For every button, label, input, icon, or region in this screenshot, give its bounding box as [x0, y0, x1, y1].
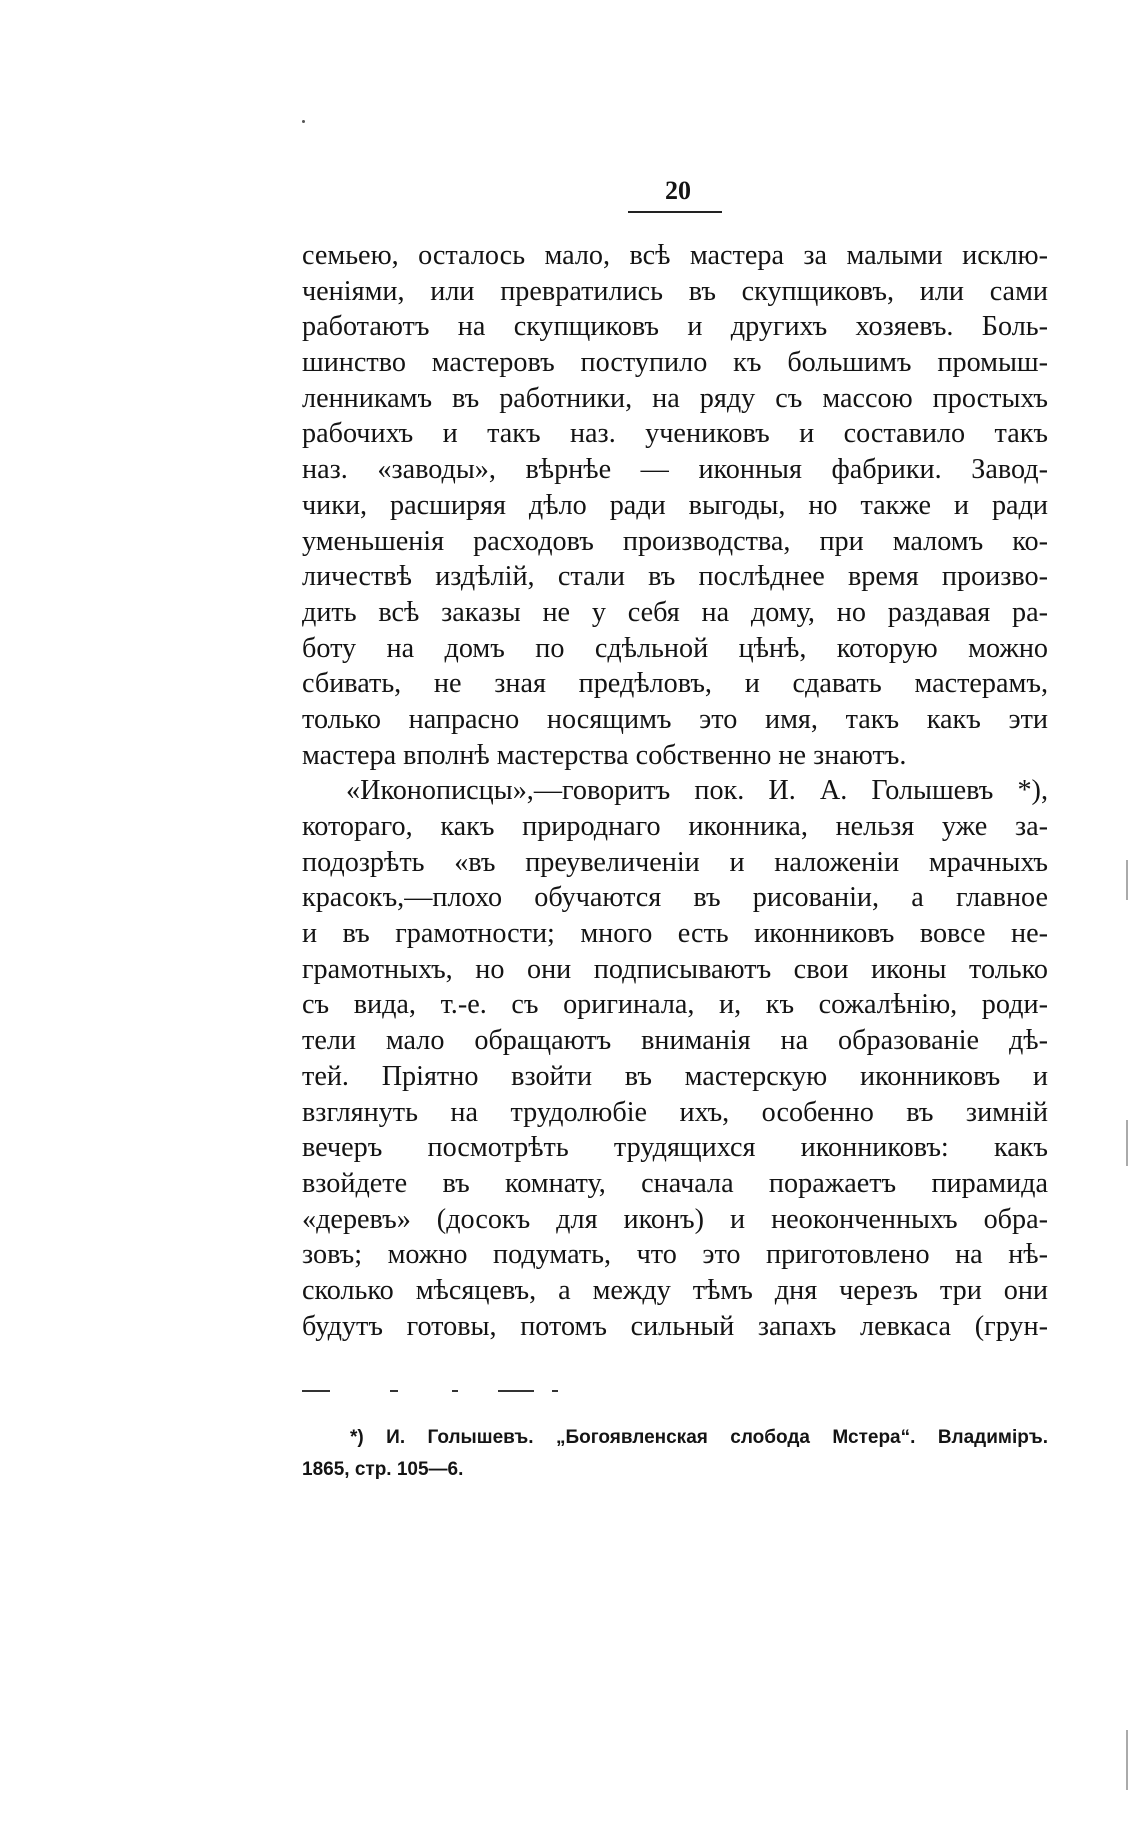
margin-scan-mark: [1126, 1730, 1128, 1790]
footnote-line: *) И. Голышевъ. „Богоявленская слобода Мстера“. Владиміръ.: [350, 1427, 1048, 1448]
text-line: зовъ; можно подумать, что это приготовлено на нѣ-: [302, 1239, 1048, 1271]
text-line: грамотныхъ, но они подписываютъ свои иконы только: [302, 953, 1048, 985]
text-line: шинство мастеровъ поступило къ большимъ промыш-: [302, 347, 1048, 379]
text-line: семьею, осталось мало, всѣ мастера за малыми исклю-: [302, 240, 1048, 271]
page-number-rule: [628, 211, 722, 213]
text-line: тей. Пріятно взойти въ мастерскую иконниковъ и: [302, 1060, 1048, 1092]
text-line: вечеръ посмотрѣть трудящихся иконниковъ: какъ: [302, 1132, 1048, 1164]
text-line: взглянуть на трудолюбіе ихъ, особенно въ зимній: [302, 1096, 1048, 1128]
page-number: 20: [665, 176, 691, 205]
text-line: наз. «заводы», вѣрнѣе — иконныя фабрики. Завод-: [302, 454, 1048, 486]
text-line: рабочихъ и такъ наз. учениковъ и составило такъ: [302, 418, 1048, 450]
margin-scan-mark: [1126, 1120, 1128, 1166]
text-line: работаютъ на скупщиковъ и другихъ хозяевъ. Боль-: [302, 311, 1048, 343]
text-line: дить всѣ заказы не у себя на дому, но раздавая ра-: [302, 596, 1048, 628]
text-line: и въ грамотности; много есть иконниковъ вовсе не-: [302, 918, 1048, 950]
text-line: красокъ,—плохо обучаются въ рисованіи, а главное: [302, 882, 1048, 914]
text-line: взойдете въ комнату, сначала поражаетъ пирамида: [302, 1167, 1048, 1199]
margin-scan-mark: [1126, 860, 1128, 900]
text-line: мастера вполнѣ мастерства собственно не знаютъ.: [302, 739, 907, 771]
body-text: [302, 238, 1048, 1344]
text-line: «деревъ» (досокъ для иконъ) и неоконченныхъ обра-: [302, 1203, 1048, 1235]
footnote: [302, 1422, 1048, 1486]
text-line: тели мало обращаютъ вниманія на образованіе дѣ-: [302, 1025, 1048, 1057]
text-line: ченіями, или превратились въ скупщиковъ, или сами: [302, 275, 1048, 307]
text-line: съ вида, т.-е. съ оригинала, и, къ сожалѣнію, роди-: [302, 989, 1048, 1021]
text-line: сколько мѣсяцевъ, а между тѣмъ дня черезъ три они: [302, 1274, 1048, 1306]
text-line: будутъ готовы, потомъ сильный запахъ левкаса (грун-: [302, 1310, 1048, 1342]
text-line: сбивать, не зная предѣловъ, и сдавать мастерамъ,: [302, 668, 1048, 700]
text-line-paragraph-start: «Иконописцы»,—говоритъ пок. И. А. Голышевъ *),: [346, 775, 1048, 807]
text-line: личествѣ издѣлій, стали въ послѣднее время произво-: [302, 561, 1048, 593]
text-line: только напрасно носящимъ это имя, такъ какъ эти: [302, 703, 1048, 735]
speck-mark: [302, 120, 305, 123]
cut-off-text-line: [302, 1386, 562, 1396]
text-line: уменьшенія расходовъ производства, при маломъ ко-: [302, 525, 1048, 557]
text-line: подозрѣть «въ преувеличеніи и наложеніи мрачныхъ: [302, 846, 1048, 878]
text-line: котораго, какъ природнаго иконника, нельзя уже за-: [302, 811, 1048, 842]
footnote-line: 1865, стр. 105—6.: [302, 1459, 464, 1480]
text-line: чики, расширяя дѣло ради выгоды, но также и ради: [302, 489, 1048, 521]
text-line: ленникамъ въ работники, на ряду съ массою простыхъ: [302, 382, 1048, 414]
text-line: боту на домъ по сдѣльной цѣнѣ, которую можно: [302, 632, 1048, 664]
